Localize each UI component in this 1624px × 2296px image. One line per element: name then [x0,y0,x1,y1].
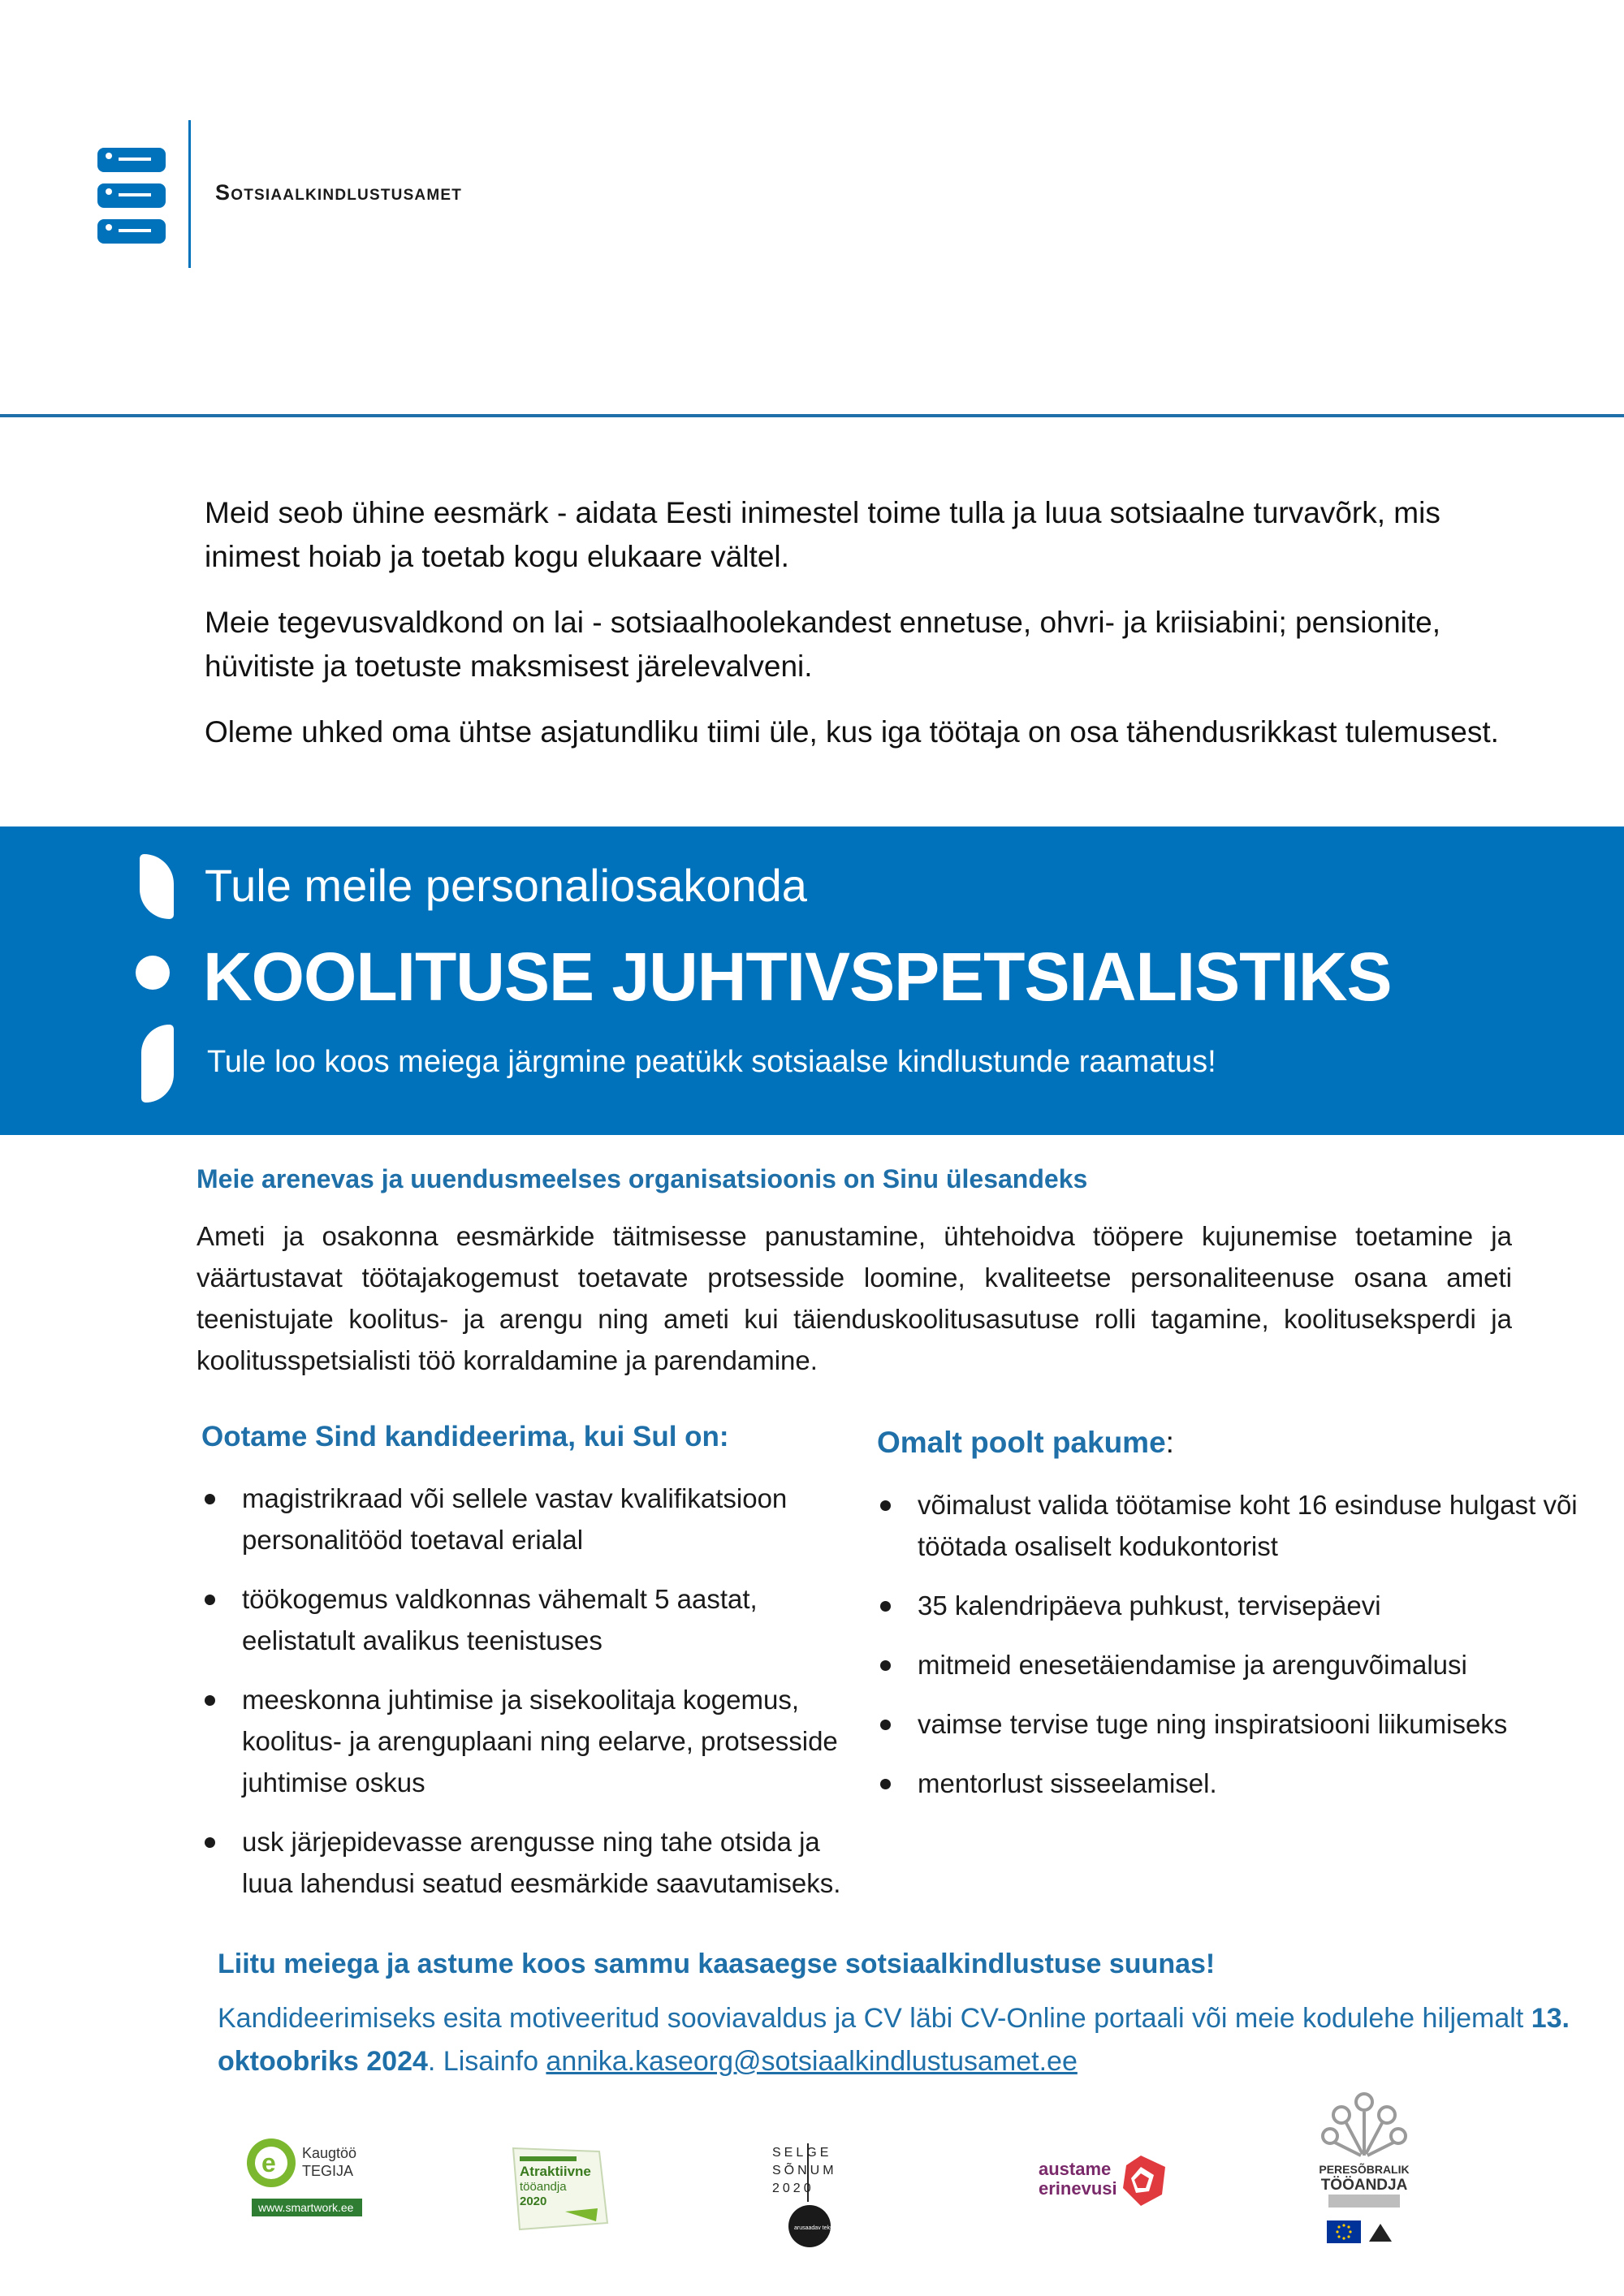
attractive-year: 2020 [520,2195,547,2208]
intro-paragraph-3: Oleme uhked oma ühtse asjatundliku tiimi üle, kus iga töötaja on osa tähendusrikkast tulemusest. [205,715,1499,749]
selge-sonum-logo [767,2143,842,2249]
offer-list [877,1484,1608,1822]
svg-text:e: e [261,2148,276,2177]
header-rule [0,414,1624,417]
intro-paragraph-1: Meid seob ühine eesmärk - aidata Eesti inimestel toime tulla ja luua sotsiaalne turvavõrk, mis inimest hoiab ja toetab kogu elukaare vältel. [205,496,1440,573]
contact-email-link[interactable]: annika.kaseorg@sotsiaalkindlustusamet.ee [546,2046,1078,2077]
family-text-2: TÖÖANDJA [1320,2177,1408,2194]
list-item: mentorlust sisseelamisel. [877,1763,1608,1804]
application-info: Kandideerimiseks esita motiveeritud sooviavaldus ja CV läbi CV-Online portaali või meie kodulehe hiljemalt 13. oktoobriks 2024. Lisainfo annika.kaseorg@sotsiaalkindlustusamet.ee [218,2003,1570,2077]
list-item: võimalust valida töötamise koht 16 esinduse hulgast või töötada osaliselt kodukontorist [877,1484,1608,1567]
family-friendly-employer-logo [1315,2082,1413,2245]
list-item: meeskonna juhtimise ja sisekoolitaja kogemus, koolitus- ja arenguplaani ning eelarve, protsesside juhtimise oskus [201,1679,867,1803]
attractive-employer-logo [508,2143,614,2234]
attractive-text-2: tööandja [520,2180,567,2194]
family-text-1: PERESÕBRALIK [1319,2163,1410,2176]
smartwork-text-1: Kaugtöö [302,2145,357,2161]
deadline: 13. oktoobriks 2024 [218,2003,1570,2077]
coat-of-arms-logo [91,145,172,248]
smartwork-text-2: TEGIJA [302,2163,354,2179]
selge-text-2: SÕNUM [772,2164,837,2177]
intro-paragraph-2: Meie tegevusvaldkond on lai - sotsiaalhoolekandest ennetuse, ohvri- ja kriisiabini; pensionite, hüvitiste ja toetuste maksmisest järelevalveni. [205,606,1441,683]
call-to-action: Liitu meiega ja astume koos sammu kaasaegse sotsiaalkindlustuse suunas! [218,1949,1216,1979]
list-item: vaimse tervise tuge ning inspiratsiooni liikumiseks [877,1703,1608,1745]
selge-sub: arusaadav tekst [794,2225,835,2231]
list-item: mitmeid enesetäiendamise ja arenguvõimalusi [877,1644,1608,1685]
attractive-text-1: Atraktiivne [520,2164,591,2179]
banner-tagline: Tule loo koos meiega järgmine peatükk sotsiaalse kindlustunde raamatus! [207,1045,1216,1079]
selge-text-1: SELGE [772,2146,832,2160]
smartwork-url: www.smartwork.ee [258,2201,354,2214]
list-item: usk järjepidevasse arengusse ning tahe otsida ja luua lahendusi seatud eesmärkide saavutamiseks. [201,1821,867,1904]
smartwork-logo [237,2127,375,2225]
list-item: töökogemus valdkonnas vähemalt 5 aastat, eelistatult avalikus teenistuses [201,1578,867,1661]
offer-heading: Omalt poolt pakume: [877,1426,1174,1459]
header-divider [188,120,191,268]
austame-erinevusi-logo [1035,2147,1181,2212]
austame-text-2: erinevusi [1039,2178,1117,2199]
selge-year: 2020 [772,2182,814,2195]
job-title: KOOLITUSE JUHTIVSPETSIALISTIKS [203,939,1392,1015]
list-item: 35 kalendripäeva puhkust, tervisepäevi [877,1585,1608,1626]
requirements-list [201,1478,867,1922]
requirements-heading: Ootame Sind kandideerima, kui Sul on: [201,1421,729,1452]
list-item: magistrikraad või sellele vastav kvalifikatsioon personalitööd toetaval erialal [201,1478,867,1560]
duties-heading: Meie arenevas ja uuendusmeelses organisatsioonis on Sinu ülesandeks [197,1164,1088,1193]
austame-text-1: austame [1039,2159,1112,2179]
organization-name: Sotsiaalkindlustusamet [215,180,463,205]
banner-subtitle: Tule meile personaliosakonda [205,860,807,911]
dot-shape [136,956,170,990]
duties-text: Ameti ja osakonna eesmärkide täitmisesse panustamine, ühtehoidva tööpere kujunemise toetamine ja väärtustavat töötajakogemust toetavate protsesside loomine, kvaliteetse personaliteenuse osana ameti teenistujate koolitus- ja arengu ning ameti kui täienduskoolitusasutuse rolli tagamine, koolituseksperdi ja koolitusspetsialisti töö korraldamine ja parendamine. [197,1221,1512,1375]
